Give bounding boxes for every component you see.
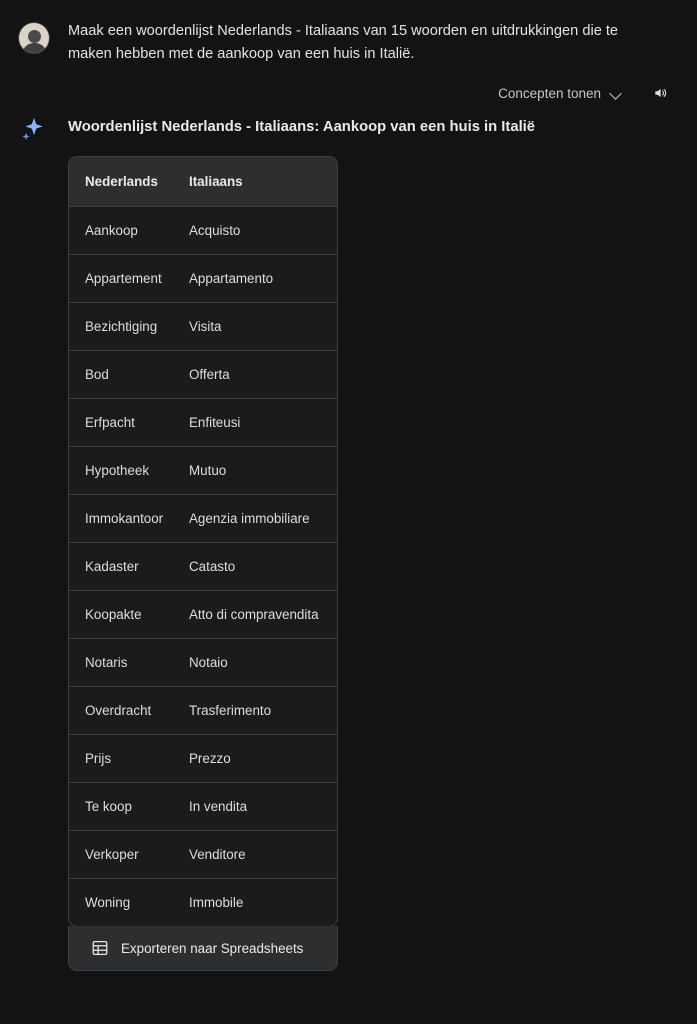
- table-row: [69, 783, 337, 831]
- response-title: Woordenlijst Nederlands - Italiaans: Aankoop van een huis in Italië: [68, 119, 536, 135]
- table-row: [69, 687, 337, 735]
- cell-dutch: Immokantoor: [69, 495, 177, 543]
- sparkle-icon: [18, 113, 50, 145]
- cell-dutch: Kadaster: [69, 543, 177, 591]
- user-prompt-text: Maak een woordenlijst Nederlands - Italiaans van 15 woorden en uitdrukkingen die te maken hebben met de aankoop van een huis in Italië.: [68, 23, 619, 62]
- table-row: [69, 735, 337, 783]
- cell-dutch: Notaris: [69, 639, 177, 687]
- cell-italian: Visita: [177, 303, 337, 351]
- cell-dutch: Te koop: [69, 783, 177, 831]
- cell-italian: Catasto: [177, 543, 337, 591]
- vocabulary-table: [69, 157, 337, 926]
- response-body: [68, 116, 673, 971]
- table-row: [69, 831, 337, 879]
- table-row: [69, 879, 337, 927]
- cell-dutch: Prijs: [69, 735, 177, 783]
- table-body: [69, 207, 337, 927]
- cell-italian: Offerta: [177, 351, 337, 399]
- cell-dutch: Overdracht: [69, 687, 177, 735]
- column-header-italian: Italiaans: [177, 157, 337, 207]
- cell-dutch: Erfpacht: [69, 399, 177, 447]
- cell-italian: Notaio: [177, 639, 337, 687]
- table-row: [69, 543, 337, 591]
- export-label: Exporteren naar Spreadsheets: [121, 940, 304, 956]
- table-row: [69, 399, 337, 447]
- vocabulary-table-container: [68, 156, 338, 927]
- user-message: [0, 0, 697, 66]
- export-to-spreadsheets-button[interactable]: [68, 926, 338, 971]
- cell-italian: Acquisto: [177, 207, 337, 255]
- cell-dutch: Bezichtiging: [69, 303, 177, 351]
- show-drafts-label: Concepten tonen: [498, 85, 601, 101]
- table-row: [69, 351, 337, 399]
- cell-italian: In vendita: [177, 783, 337, 831]
- cell-italian: Agenzia immobiliare: [177, 495, 337, 543]
- response-controls: [0, 66, 697, 106]
- table-row: [69, 303, 337, 351]
- cell-dutch: Bod: [69, 351, 177, 399]
- cell-dutch: Appartement: [69, 255, 177, 303]
- cell-italian: Appartamento: [177, 255, 337, 303]
- cell-italian: Trasferimento: [177, 687, 337, 735]
- cell-italian: Prezzo: [177, 735, 337, 783]
- avatar-body: [22, 43, 47, 54]
- cell-italian: Immobile: [189, 895, 244, 910]
- table-row: [69, 591, 337, 639]
- cell-dutch: Woning: [85, 895, 131, 910]
- table-row: [69, 639, 337, 687]
- table-header: [69, 157, 337, 207]
- table-row: [69, 447, 337, 495]
- table-row: [69, 495, 337, 543]
- speaker-icon[interactable]: [647, 80, 673, 106]
- show-drafts-button[interactable]: [490, 80, 629, 107]
- cell-italian: Mutuo: [177, 447, 337, 495]
- cell-dutch: Aankoop: [69, 207, 177, 255]
- cell-dutch: Koopakte: [69, 591, 177, 639]
- table-row: [69, 255, 337, 303]
- cell-dutch: Hypotheek: [69, 447, 177, 495]
- table-row: [69, 207, 337, 255]
- chevron-down-icon: [610, 87, 623, 100]
- avatar-face: [28, 30, 41, 43]
- model-message: [0, 106, 697, 971]
- cell-dutch: Verkoper: [69, 831, 177, 879]
- cell-italian: Venditore: [177, 831, 337, 879]
- cell-italian: Enfiteusi: [177, 399, 337, 447]
- spreadsheet-icon: [91, 939, 109, 957]
- table-header-row: [69, 157, 337, 207]
- avatar: [18, 22, 50, 54]
- column-header-dutch: Nederlands: [69, 157, 177, 207]
- cell-italian: Atto di compravendita: [177, 591, 337, 639]
